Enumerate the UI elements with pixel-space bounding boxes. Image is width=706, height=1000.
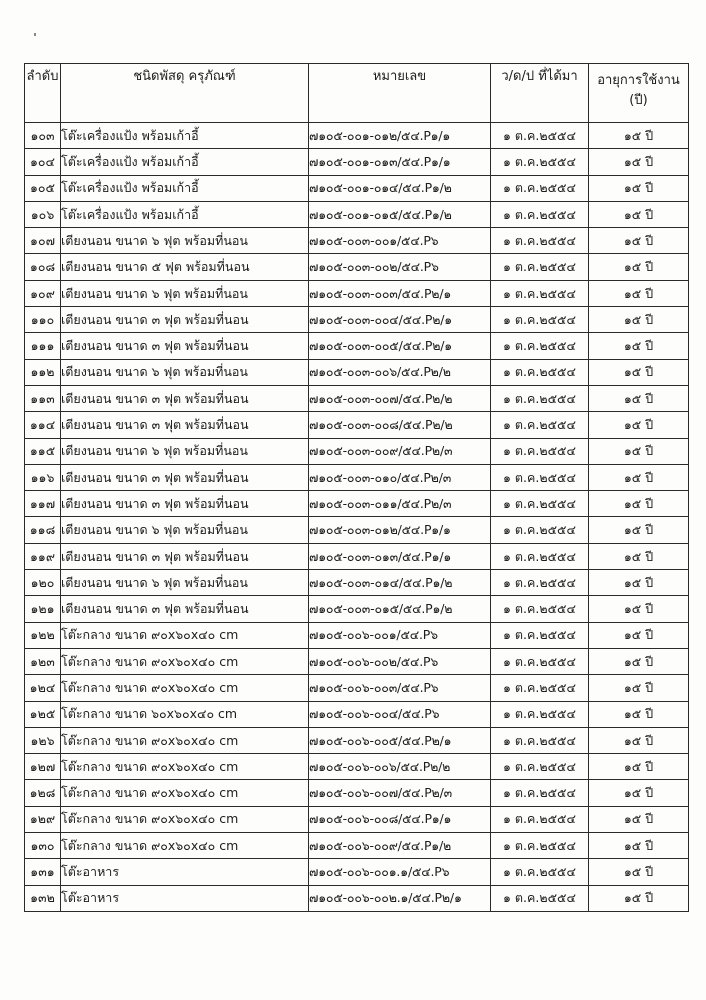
header-life-line2: (ปี) xyxy=(629,93,648,109)
cell-life: ๑๕ ปี xyxy=(589,517,689,543)
cell-no: ๑๒๔ xyxy=(25,675,61,701)
cell-date: ๑ ต.ค.๒๕๕๔ xyxy=(491,149,589,175)
cell-life: ๑๕ ปี xyxy=(589,833,689,859)
cell-no: ๑๑๔ xyxy=(25,412,61,438)
cell-code: ๗๑๐๕-๐๐๖-๐๐๑/๕๔.P๖ xyxy=(309,622,491,648)
cell-life: ๑๕ ปี xyxy=(589,438,689,464)
cell-no: ๑๒๘ xyxy=(25,780,61,806)
cell-code: ๗๑๐๕-๐๐๑-๐๑๓/๕๔.P๑/๑ xyxy=(309,149,491,175)
header-no: ลำดับ xyxy=(25,64,61,123)
cell-no: ๑๒๖ xyxy=(25,727,61,753)
header-date: ว/ด/ป ที่ได้มา xyxy=(491,64,589,123)
cell-life: ๑๕ ปี xyxy=(589,412,689,438)
cell-code: ๗๑๐๕-๐๐๖-๐๐๙/๕๔.P๑/๒ xyxy=(309,833,491,859)
cell-name: โต๊ะกลาง ขนาด ๙๐x๖๐x๔๐ cm xyxy=(61,780,309,806)
table-row xyxy=(25,648,689,674)
cell-no: ๑๐๙ xyxy=(25,280,61,306)
cell-name: เตียงนอน ขนาด ๖ ฟุต พร้อมที่นอน xyxy=(61,570,309,596)
cell-life: ๑๕ ปี xyxy=(589,570,689,596)
cell-name: เตียงนอน ขนาด ๓ ฟุต พร้อมที่นอน xyxy=(61,596,309,622)
cell-date: ๑ ต.ค.๒๕๕๔ xyxy=(491,727,589,753)
cell-no: ๑๓๐ xyxy=(25,833,61,859)
table-row xyxy=(25,859,689,885)
cell-life: ๑๕ ปี xyxy=(589,754,689,780)
inventory-table xyxy=(24,63,689,912)
cell-no: ๑๑๒ xyxy=(25,359,61,385)
cell-code: ๗๑๐๕-๐๐๓-๐๐๒/๕๔.P๖ xyxy=(309,254,491,280)
table-row xyxy=(25,806,689,832)
table-row xyxy=(25,464,689,490)
cell-date: ๑ ต.ค.๒๕๕๔ xyxy=(491,280,589,306)
table-row xyxy=(25,149,689,175)
cell-code: ๗๑๐๕-๐๐๖-๐๐๘/๕๔.P๑/๑ xyxy=(309,806,491,832)
cell-date: ๑ ต.ค.๒๕๕๔ xyxy=(491,648,589,674)
cell-life: ๑๕ ปี xyxy=(589,622,689,648)
cell-date: ๑ ต.ค.๒๕๕๔ xyxy=(491,806,589,832)
table-row xyxy=(25,622,689,648)
table-row xyxy=(25,517,689,543)
cell-code: ๗๑๐๕-๐๐๓-๐๐๔/๕๔.P๒/๑ xyxy=(309,307,491,333)
cell-life: ๑๕ ปี xyxy=(589,885,689,911)
cell-name: เตียงนอน ขนาด ๓ ฟุต พร้อมที่นอน xyxy=(61,412,309,438)
cell-no: ๑๑๗ xyxy=(25,491,61,517)
table-row xyxy=(25,254,689,280)
cell-date: ๑ ต.ค.๒๕๕๔ xyxy=(491,228,589,254)
cell-code: ๗๑๐๕-๐๐๑-๐๑๒/๕๔.P๑/๑ xyxy=(309,123,491,149)
cell-date: ๑ ต.ค.๒๕๕๔ xyxy=(491,570,589,596)
table-row xyxy=(25,228,689,254)
table-row xyxy=(25,780,689,806)
cell-code: ๗๑๐๕-๐๐๖-๐๐๒.๑/๕๔.P๒/๑ xyxy=(309,885,491,911)
cell-no: ๑๑๙ xyxy=(25,543,61,569)
cell-code: ๗๑๐๕-๐๐๓-๐๐๕/๕๔.P๒/๑ xyxy=(309,333,491,359)
cell-code: ๗๑๐๕-๐๐๖-๐๐๔/๕๔.P๖ xyxy=(309,701,491,727)
cell-code: ๗๑๐๕-๐๐๓-๐๐๗/๕๔.P๒/๒ xyxy=(309,385,491,411)
cell-date: ๑ ต.ค.๒๕๕๔ xyxy=(491,491,589,517)
table-row xyxy=(25,701,689,727)
cell-no: ๑๐๗ xyxy=(25,228,61,254)
cell-name: เตียงนอน ขนาด ๖ ฟุต พร้อมที่นอน xyxy=(61,359,309,385)
cell-name: เตียงนอน ขนาด ๓ ฟุต พร้อมที่นอน xyxy=(61,543,309,569)
cell-name: โต๊ะเครื่องแป้ง พร้อมเก้าอี้ xyxy=(61,149,309,175)
cell-code: ๗๑๐๕-๐๐๖-๐๐๒/๕๔.P๖ xyxy=(309,648,491,674)
cell-code: ๗๑๐๕-๐๐๑-๐๑๔/๕๔.P๑/๒ xyxy=(309,175,491,201)
cell-code: ๗๑๐๕-๐๐๓-๐๑๑/๕๔.P๒/๓ xyxy=(309,491,491,517)
cell-name: โต๊ะอาหาร xyxy=(61,885,309,911)
cell-code: ๗๑๐๕-๐๐๓-๐๐๖/๕๔.P๒/๒ xyxy=(309,359,491,385)
cell-code: ๗๑๐๕-๐๐๓-๐๐๘/๕๔.P๒/๒ xyxy=(309,412,491,438)
cell-no: ๑๐๖ xyxy=(25,201,61,227)
cell-life: ๑๕ ปี xyxy=(589,385,689,411)
cell-date: ๑ ต.ค.๒๕๕๔ xyxy=(491,175,589,201)
cell-date: ๑ ต.ค.๒๕๕๔ xyxy=(491,254,589,280)
cell-code: ๗๑๐๕-๐๐๓-๐๑๓/๕๔.P๑/๑ xyxy=(309,543,491,569)
cell-life: ๑๕ ปี xyxy=(589,648,689,674)
cell-life: ๑๕ ปี xyxy=(589,307,689,333)
cell-name: เตียงนอน ขนาด ๓ ฟุต พร้อมที่นอน xyxy=(61,307,309,333)
table-row xyxy=(25,754,689,780)
cell-name: เตียงนอน ขนาด ๖ ฟุต พร้อมที่นอน xyxy=(61,228,309,254)
cell-no: ๑๑๓ xyxy=(25,385,61,411)
table-row xyxy=(25,491,689,517)
cell-date: ๑ ต.ค.๒๕๕๔ xyxy=(491,438,589,464)
cell-code: ๗๑๐๕-๐๐๖-๐๐๗/๕๔.P๒/๓ xyxy=(309,780,491,806)
cell-code: ๗๑๐๕-๐๐๖-๐๐๑.๑/๕๔.P๖ xyxy=(309,859,491,885)
cell-no: ๑๒๙ xyxy=(25,806,61,832)
cell-date: ๑ ต.ค.๒๕๕๔ xyxy=(491,780,589,806)
cell-date: ๑ ต.ค.๒๕๕๔ xyxy=(491,885,589,911)
cell-life: ๑๕ ปี xyxy=(589,780,689,806)
cell-date: ๑ ต.ค.๒๕๕๔ xyxy=(491,333,589,359)
cell-life: ๑๕ ปี xyxy=(589,491,689,517)
cell-date: ๑ ต.ค.๒๕๕๔ xyxy=(491,412,589,438)
cell-life: ๑๕ ปี xyxy=(589,701,689,727)
cell-life: ๑๕ ปี xyxy=(589,254,689,280)
cell-life: ๑๕ ปี xyxy=(589,727,689,753)
cell-code: ๗๑๐๕-๐๐๓-๐๑๕/๕๔.P๑/๒ xyxy=(309,596,491,622)
cell-life: ๑๕ ปี xyxy=(589,228,689,254)
cell-date: ๑ ต.ค.๒๕๕๔ xyxy=(491,307,589,333)
cell-code: ๗๑๐๕-๐๐๓-๐๐๙/๕๔.P๒/๓ xyxy=(309,438,491,464)
cell-life: ๑๕ ปี xyxy=(589,333,689,359)
cell-date: ๑ ต.ค.๒๕๕๔ xyxy=(491,859,589,885)
table-row xyxy=(25,727,689,753)
cell-date: ๑ ต.ค.๒๕๕๔ xyxy=(491,543,589,569)
cell-life: ๑๕ ปี xyxy=(589,859,689,885)
cell-date: ๑ ต.ค.๒๕๕๔ xyxy=(491,464,589,490)
cell-no: ๑๒๕ xyxy=(25,701,61,727)
header-code: หมายเลข xyxy=(309,64,491,123)
table-row xyxy=(25,596,689,622)
cell-name: โต๊ะอาหาร xyxy=(61,859,309,885)
table-row xyxy=(25,359,689,385)
table-row xyxy=(25,412,689,438)
table-row xyxy=(25,307,689,333)
cell-date: ๑ ต.ค.๒๕๕๔ xyxy=(491,754,589,780)
cell-no: ๑๒๓ xyxy=(25,648,61,674)
cell-date: ๑ ต.ค.๒๕๕๔ xyxy=(491,517,589,543)
cell-code: ๗๑๐๕-๐๐๓-๐๑๐/๕๔.P๒/๓ xyxy=(309,464,491,490)
cell-name: เตียงนอน ขนาด ๓ ฟุต พร้อมที่นอน xyxy=(61,464,309,490)
table-body xyxy=(25,123,689,912)
table-row xyxy=(25,201,689,227)
cell-name: โต๊ะกลาง ขนาด ๙๐x๖๐x๔๐ cm xyxy=(61,675,309,701)
cell-no: ๑๓๒ xyxy=(25,885,61,911)
cell-code: ๗๑๐๕-๐๐๓-๐๐๓/๕๔.P๒/๑ xyxy=(309,280,491,306)
cell-life: ๑๕ ปี xyxy=(589,806,689,832)
cell-name: เตียงนอน ขนาด ๓ ฟุต พร้อมที่นอน xyxy=(61,333,309,359)
cell-no: ๑๐๕ xyxy=(25,175,61,201)
cell-date: ๑ ต.ค.๒๕๕๔ xyxy=(491,359,589,385)
cell-name: โต๊ะกลาง ขนาด ๙๐x๖๐x๔๐ cm xyxy=(61,833,309,859)
cell-date: ๑ ต.ค.๒๕๕๔ xyxy=(491,123,589,149)
cell-life: ๑๕ ปี xyxy=(589,464,689,490)
header-life-line1: อายุการใช้งาน xyxy=(597,73,680,88)
cell-code: ๗๑๐๕-๐๐๓-๐๑๒/๕๔.P๑/๑ xyxy=(309,517,491,543)
cell-name: โต๊ะกลาง ขนาด ๙๐x๖๐x๔๐ cm xyxy=(61,727,309,753)
cell-no: ๑๐๘ xyxy=(25,254,61,280)
header-name: ชนิดพัสดุ ครุภัณฑ์ xyxy=(61,64,309,123)
cell-code: ๗๑๐๕-๐๐๓-๐๑๔/๕๔.P๑/๒ xyxy=(309,570,491,596)
cell-code: ๗๑๐๕-๐๐๓-๐๐๑/๕๔.P๖ xyxy=(309,228,491,254)
cell-name: เตียงนอน ขนาด ๓ ฟุต พร้อมที่นอน xyxy=(61,491,309,517)
table-row xyxy=(25,385,689,411)
table-row xyxy=(25,175,689,201)
cell-date: ๑ ต.ค.๒๕๕๔ xyxy=(491,596,589,622)
header-row xyxy=(25,64,689,123)
cell-code: ๗๑๐๕-๐๐๖-๐๐๕/๕๔.P๒/๑ xyxy=(309,727,491,753)
table-row xyxy=(25,543,689,569)
cell-life: ๑๕ ปี xyxy=(589,675,689,701)
table-row xyxy=(25,438,689,464)
cell-date: ๑ ต.ค.๒๕๕๔ xyxy=(491,701,589,727)
cell-name: โต๊ะกลาง ขนาด ๙๐x๖๐x๔๐ cm xyxy=(61,622,309,648)
cell-name: โต๊ะกลาง ขนาด ๙๐x๖๐x๔๐ cm xyxy=(61,648,309,674)
cell-life: ๑๕ ปี xyxy=(589,123,689,149)
cell-no: ๑๑๘ xyxy=(25,517,61,543)
cell-name: เตียงนอน ขนาด ๖ ฟุต พร้อมที่นอน xyxy=(61,438,309,464)
cell-no: ๑๒๑ xyxy=(25,596,61,622)
cell-name: เตียงนอน ขนาด ๓ ฟุต พร้อมที่นอน xyxy=(61,385,309,411)
cell-name: เตียงนอน ขนาด ๕ ฟุต พร้อมที่นอน xyxy=(61,254,309,280)
cell-no: ๑๐๔ xyxy=(25,149,61,175)
cell-date: ๑ ต.ค.๒๕๕๔ xyxy=(491,201,589,227)
cell-no: ๑๑๕ xyxy=(25,438,61,464)
table-row xyxy=(25,123,689,149)
cell-no: ๑๒๗ xyxy=(25,754,61,780)
cell-life: ๑๕ ปี xyxy=(589,359,689,385)
cell-name: โต๊ะกลาง ขนาด ๖๐x๖๐x๔๐ cm xyxy=(61,701,309,727)
cell-name: โต๊ะเครื่องแป้ง พร้อมเก้าอี้ xyxy=(61,123,309,149)
cell-date: ๑ ต.ค.๒๕๕๔ xyxy=(491,622,589,648)
cell-code: ๗๑๐๕-๐๐๖-๐๐๓/๕๔.P๖ xyxy=(309,675,491,701)
cell-name: เตียงนอน ขนาด ๖ ฟุต พร้อมที่นอน xyxy=(61,280,309,306)
cell-life: ๑๕ ปี xyxy=(589,543,689,569)
cell-date: ๑ ต.ค.๒๕๕๔ xyxy=(491,833,589,859)
table-row xyxy=(25,885,689,911)
cell-name: โต๊ะเครื่องแป้ง พร้อมเก้าอี้ xyxy=(61,201,309,227)
cell-date: ๑ ต.ค.๒๕๕๔ xyxy=(491,675,589,701)
cell-code: ๗๑๐๕-๐๐๖-๐๐๖/๕๔.P๒/๒ xyxy=(309,754,491,780)
cell-no: ๑๐๓ xyxy=(25,123,61,149)
cell-no: ๑๑๐ xyxy=(25,307,61,333)
cell-no: ๑๒๐ xyxy=(25,570,61,596)
cell-life: ๑๕ ปี xyxy=(589,149,689,175)
cell-date: ๑ ต.ค.๒๕๕๔ xyxy=(491,385,589,411)
cell-code: ๗๑๐๕-๐๐๑-๐๑๕/๕๔.P๑/๒ xyxy=(309,201,491,227)
table-row xyxy=(25,280,689,306)
scan-speck xyxy=(34,33,36,36)
cell-no: ๑๑๖ xyxy=(25,464,61,490)
table-row xyxy=(25,675,689,701)
cell-name: เตียงนอน ขนาด ๖ ฟุต พร้อมที่นอน xyxy=(61,517,309,543)
cell-life: ๑๕ ปี xyxy=(589,175,689,201)
cell-no: ๑๒๒ xyxy=(25,622,61,648)
cell-life: ๑๕ ปี xyxy=(589,596,689,622)
cell-name: โต๊ะเครื่องแป้ง พร้อมเก้าอี้ xyxy=(61,175,309,201)
table-row xyxy=(25,333,689,359)
header-life xyxy=(589,64,689,123)
cell-life: ๑๕ ปี xyxy=(589,280,689,306)
cell-name: โต๊ะกลาง ขนาด ๙๐x๖๐x๔๐ cm xyxy=(61,754,309,780)
table-row xyxy=(25,833,689,859)
table-row xyxy=(25,570,689,596)
cell-name: โต๊ะกลาง ขนาด ๙๐x๖๐x๔๐ cm xyxy=(61,806,309,832)
cell-life: ๑๕ ปี xyxy=(589,201,689,227)
cell-no: ๑๓๑ xyxy=(25,859,61,885)
cell-no: ๑๑๑ xyxy=(25,333,61,359)
